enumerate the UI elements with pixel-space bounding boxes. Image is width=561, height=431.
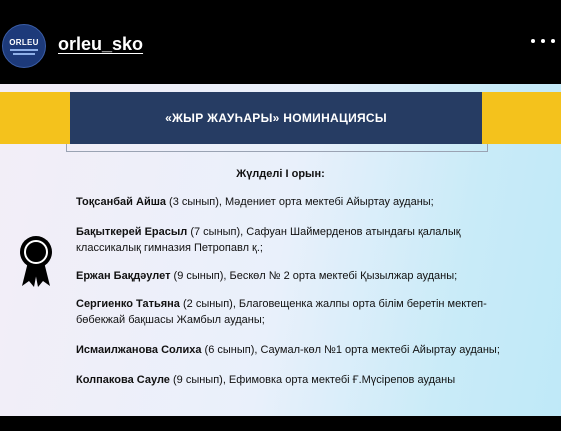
dot (541, 39, 545, 43)
slide-title: «ЖЫР ЖАУҺАРЫ» НОМИНАЦИЯСЫ (70, 92, 482, 144)
award-ribbon-icon (16, 232, 56, 288)
winner-name: Колпакова Сауле (76, 374, 170, 386)
winner-entry (76, 342, 516, 358)
avatar-logo-line (10, 49, 38, 51)
winner-entry (76, 224, 516, 256)
winner-details: (3 сынып), Мәдениет орта мектебі Айыртау ауданы; (166, 196, 434, 208)
winner-name: Бақыткерей Ерасыл (76, 226, 188, 238)
avatar-logo-text: ORLEU (9, 37, 39, 47)
more-options-icon[interactable] (531, 34, 555, 48)
winner-details: (6 сынып), Саумал-көл №1 орта мектебі Айыртау ауданы; (201, 344, 500, 356)
dot (531, 39, 535, 43)
winner-name: Исмаилжанова Солиха (76, 344, 202, 356)
winner-entry (76, 194, 516, 210)
avatar-logo-line (13, 53, 35, 55)
avatar[interactable] (2, 24, 46, 68)
winner-details: (9 сынып), Бескөл № 2 орта мектебі Қызылжар ауданы; (170, 270, 458, 282)
winners-heading: Жүлделі І орын: (236, 168, 325, 180)
winner-entry (76, 372, 516, 388)
winner-name: Тоқсанбай Айша (76, 196, 166, 208)
banner-frame (66, 144, 488, 152)
title-banner (0, 92, 561, 144)
post-header (0, 0, 561, 84)
winner-details: (2 сынып), Благовещенка жалпы орта білім беретін мектеп-бөбекжай бақшасы Жамбыл ауданы; (76, 298, 487, 326)
winner-details: (7 сынып), Сафуан Шаймерденов атындағы қалалық классикалық гимназия Петропавл қ.; (76, 226, 461, 254)
winner-name: Сергиенко Татьяна (76, 298, 180, 310)
banner-accent-left (0, 92, 70, 144)
username-link[interactable]: orleu_sko (58, 34, 144, 54)
post-image (0, 84, 561, 416)
winner-details: (9 сынып), Ефимовка орта мектебі Ғ.Мүсірепов ауданы (169, 374, 456, 386)
winner-name: Ержан Бақдәулет (76, 270, 171, 282)
dot (551, 39, 555, 43)
winner-entry (76, 268, 516, 284)
winner-entry (76, 296, 516, 328)
banner-accent-right (482, 92, 561, 144)
bottom-bar (0, 416, 561, 431)
